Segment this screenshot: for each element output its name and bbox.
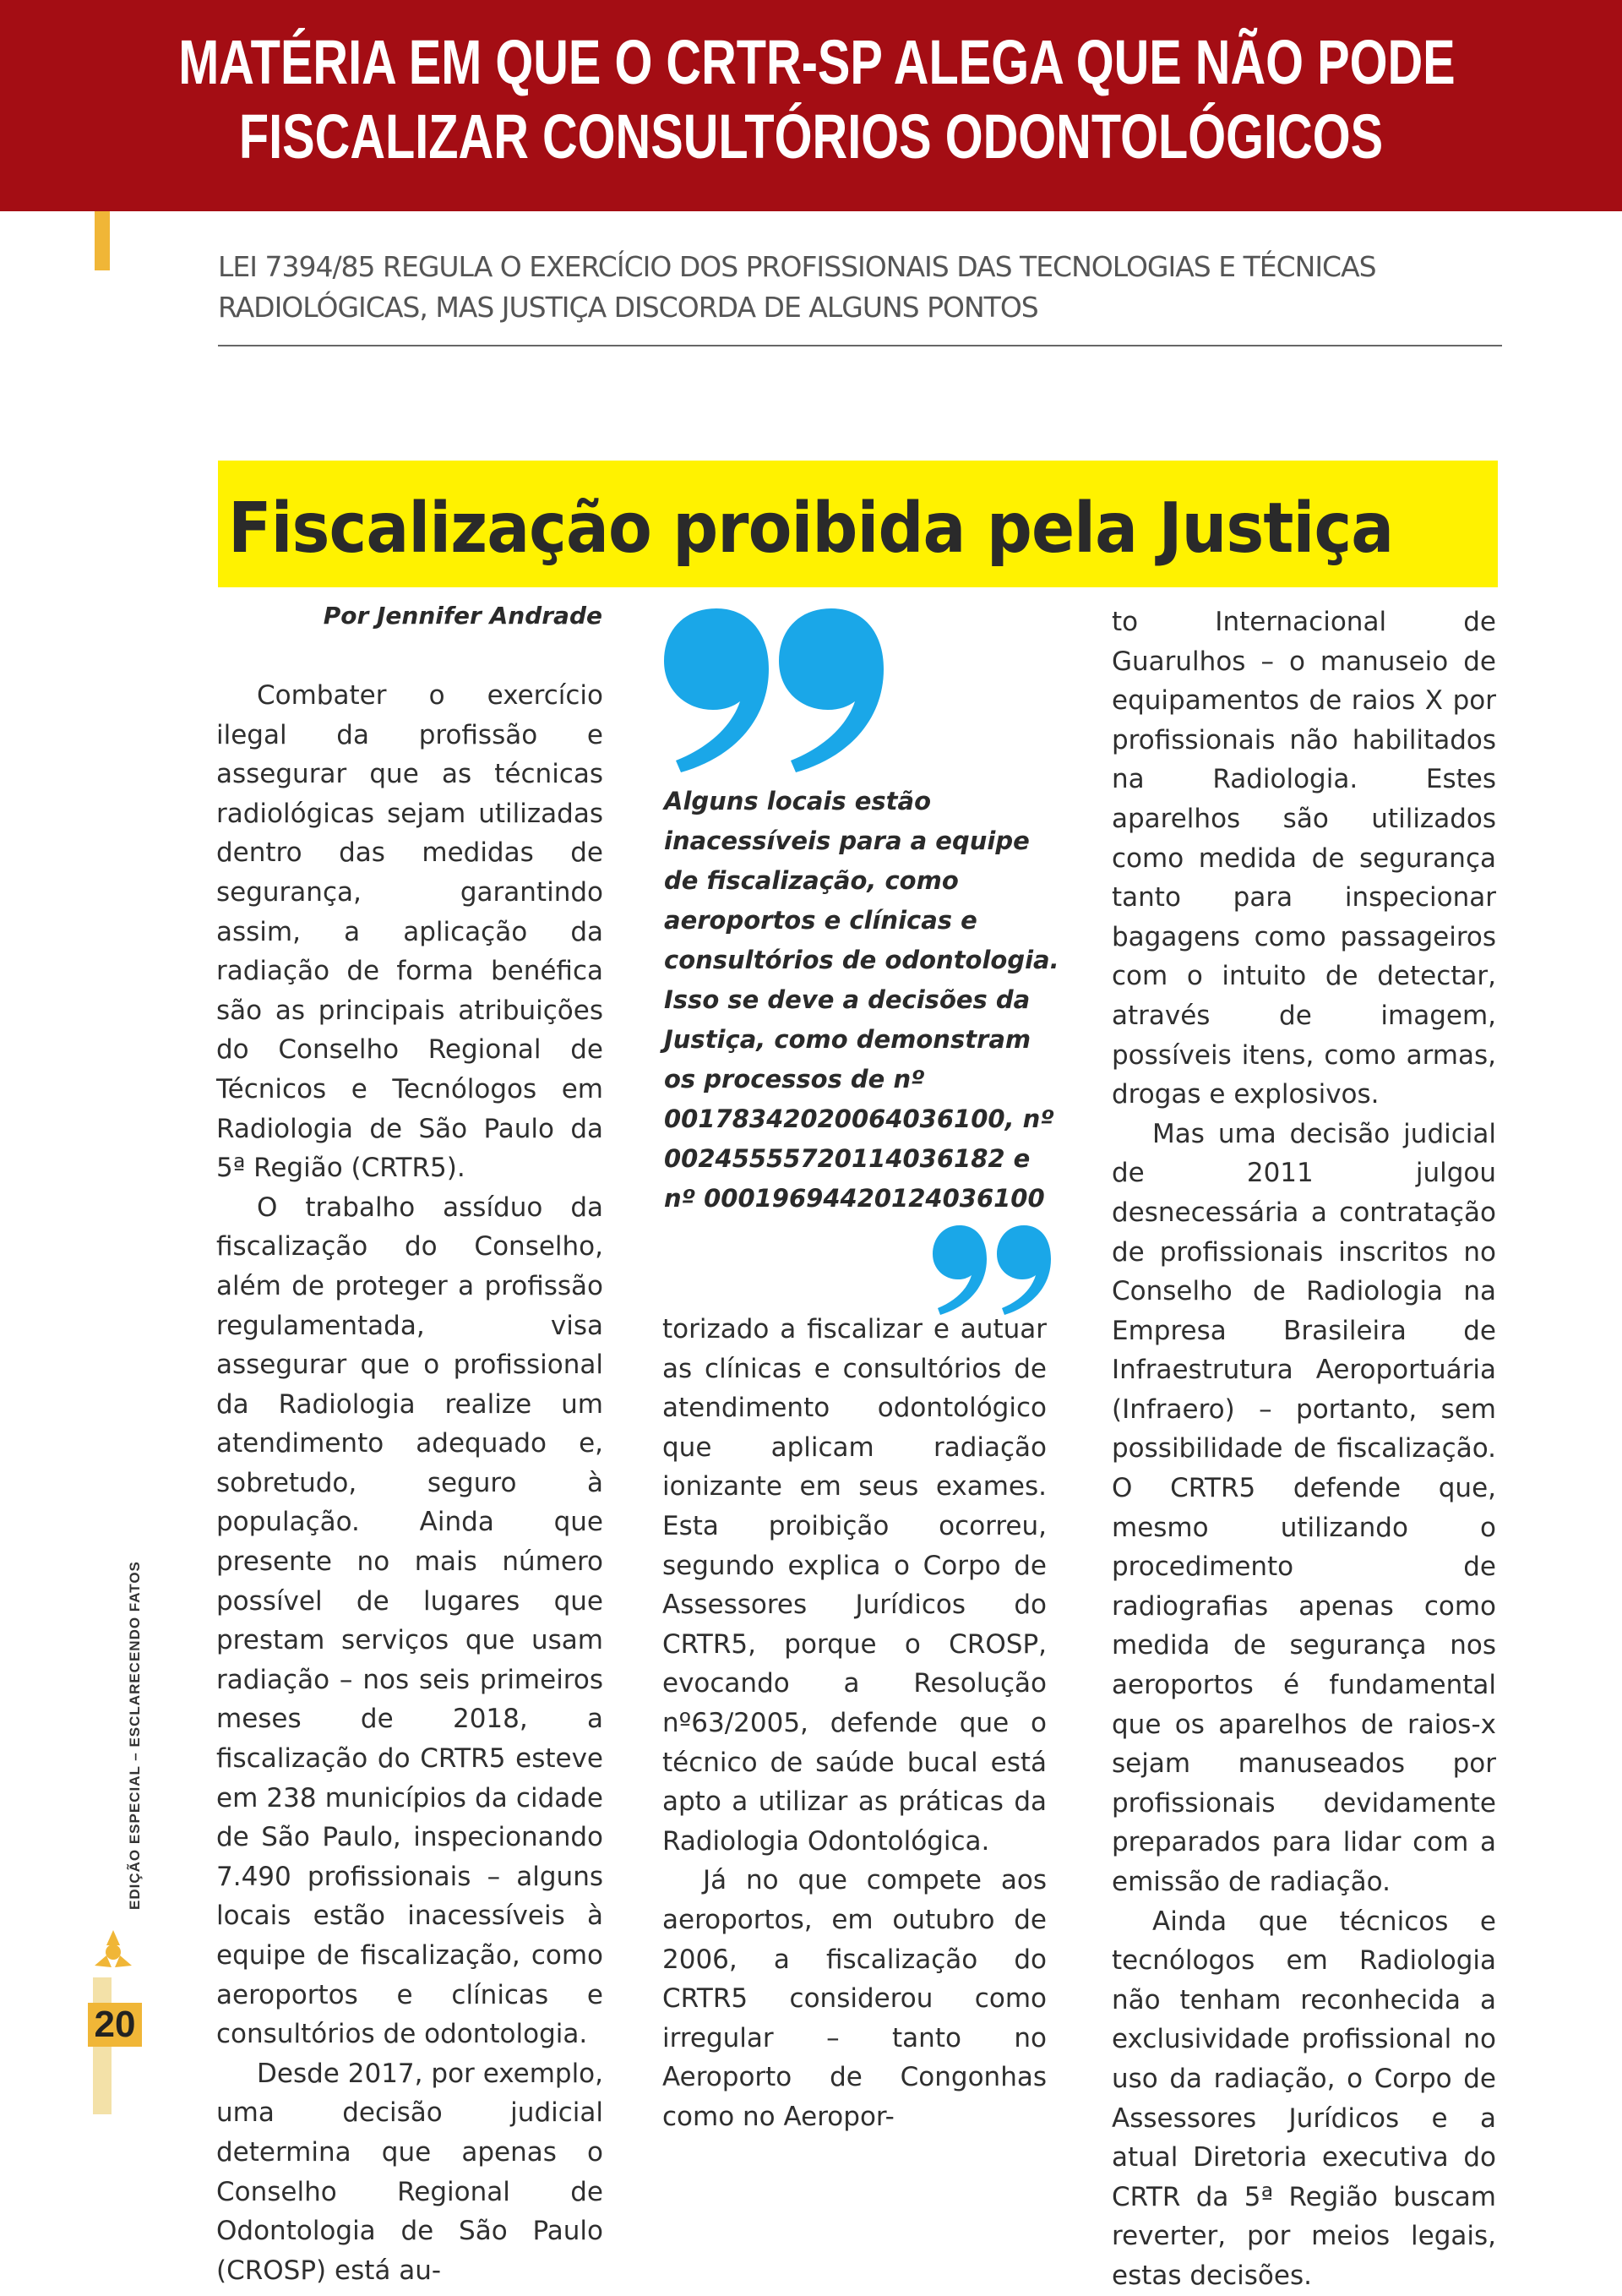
- banner-title-line-1: MATÉRIA EM QUE O CRTR-SP ALEGA QUE NÃO PODE: [178, 27, 1456, 97]
- edition-side-label: EDIÇÃO ESPECIAL – ESCLARECENDO FATOS: [127, 1561, 143, 1910]
- close-quote-icon: [929, 1217, 1056, 1323]
- paragraph: Desde 2017, por exemplo, uma decisão judicial determina que apenas o Conselho Regional de Odontologia de São Paulo (CROSP) está au-: [216, 2058, 603, 2286]
- paragraph: Ainda que técnicos e tecnólogos em Radiologia não tenham reconhecida a exclusividade profissional no uso da radiação, o Corpo de Assessores Jurídicos e a atual Diretoria executiva do CRTR da 5ª Região buscam reverter, por meios legais, estas decisões.: [1112, 1906, 1496, 2291]
- paragraph: Já no que compete aos aeroportos, em outubro de 2006, a fiscalização do CRTR5 considerou como irregular – tanto no Aeroporto de Congonhas como no Aeropor-: [662, 1865, 1047, 2132]
- accent-strip-top: [95, 211, 110, 270]
- open-quote-icon: [657, 592, 885, 777]
- paragraph: to Internacional de Guarulhos – o manuseio de equipamentos de raios X por profissionais não habilitados na Radiologia. Estes aparelhos são utilizados como medida de segurança tanto para inspecionar bagagens como passageiros com o intuito de detectar, através de imagem, possíveis itens, como armas, drogas e explosivos.: [1112, 607, 1496, 1110]
- paragraph: torizado a fiscalizar e autuar as clínicas e consultórios de atendimento odontológico que aplicam radiação ionizante em seus exames. Esta proibição ocorreu, segundo explica o Corpo de Assessores Jurídicos do CRTR5, porque o CROSP, evocando a Resolução nº63/2005, defende que o técnico de saúde bucal está apto a utilizar as práticas da Radiologia Odontológica.: [662, 1314, 1047, 1857]
- headline-box: [218, 461, 1498, 587]
- article-column-1: [216, 676, 603, 2290]
- paragraph: Combater o exercício ilegal da profissão e assegurar que as técnicas radiológicas sejam utilizadas dentro das medidas de segurança, garantindo assim, a aplicação da radiação de forma benéfica são as principais atribuições do Conselho Regional de Técnicos e Tecnólogos em Radiologia de São Paulo da 5ª Região (CRTR5).: [216, 680, 603, 1184]
- article-column-2: [662, 1310, 1047, 2136]
- headline-text: Fiscalização proibida pela Justiça: [228, 488, 1394, 569]
- header-banner: [0, 0, 1622, 211]
- page-number: 20: [88, 2003, 142, 2047]
- article-subtitle: LEI 7394/85 REGULA O EXERCÍCIO DOS PROFISSIONAIS DAS TECNOLOGIAS E TÉCNICAS RADIOLÓGICAS, MAS JUSTIÇA DISCORDA DE ALGUNS PONTOS: [218, 250, 1376, 324]
- paragraph: Mas uma decisão judicial de 2011 julgou desnecessária a contratação de profissionais inscritos no Conselho de Radiologia na Empresa Brasileira de Infraestrutura Aeroportuária (Infraero) – portanto, sem possibilidade de fiscalização. O CRTR5 defende que, mesmo utilizando o procedimento de radiografias apenas como medida de segurança nos aeroportos é fundamental que os aparelhos de raios-x sejam manuseados por profissionais devidamente preparados para lidar com a emissão de radiação.: [1112, 1118, 1496, 1897]
- pullquote: Alguns locais estão inacessíveis para a equipe de fiscalização, como aeroportos e clínicas e consultórios de odontologia. Isso se deve a decisões da Justiça, como demonstram os processos de nº 00178342020064036100, nº 00245555720114036182 e nº 00019694420124036100: [664, 787, 1059, 1213]
- banner-title-line-2: FISCALIZAR CONSULTÓRIOS ODONTOLÓGICOS: [238, 101, 1384, 172]
- byline: Por Jennifer Andrade: [323, 602, 602, 630]
- article-column-3: [1112, 603, 1496, 2296]
- subtitle-divider: [218, 345, 1502, 346]
- paragraph: O trabalho assíduo da fiscalização do Conselho, além de proteger a profissão regulamentada, visa assegurar que o profissional da Radiologia realize um atendimento adequado e, sobretudo, seguro à população. Ainda que presente no mais número possível de lugares que prestam serviços que usam radiação – nos seis primeiros meses de 2018, a fiscalização do CRTR5 esteve em 238 municípios da cidade de São Paulo, inspecionando 7.490 profissionais – alguns locais estão inacessíveis à equipe de fiscalização, como aeroportos e clínicas e consultórios de odontologia.: [216, 1192, 603, 2050]
- crtr-logo-icon: [88, 1927, 139, 1977]
